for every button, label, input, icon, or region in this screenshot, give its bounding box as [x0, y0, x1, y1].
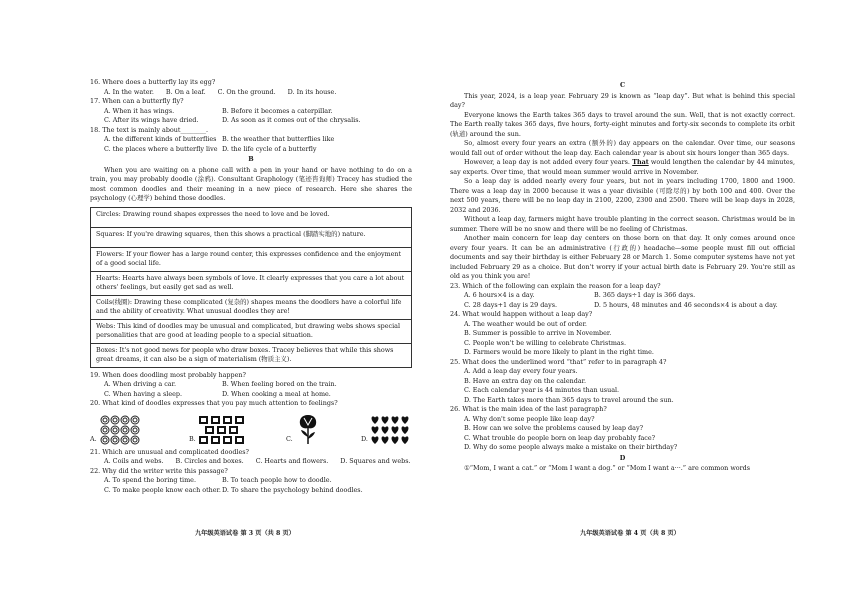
- q25-stem: 25. What does the underlined word “that” refer to in paragraph 4?: [450, 357, 667, 366]
- q25-option-d-text: D. The Earth takes more than 365 days to travel around the sun.: [464, 395, 674, 404]
- q25-option-a: [464, 367, 795, 377]
- q17-option-c: C. After its wings have dried.: [104, 116, 199, 124]
- q26-option-c-text: C. What trouble do people born on leap day probably face?: [464, 433, 656, 442]
- q20-label-d: D.: [361, 435, 368, 443]
- q19-options-row2: [104, 390, 412, 400]
- coils-doodle-icon: [99, 415, 149, 445]
- passage-c-paragraph-7: Another main concern for leap day centers on those born on that day. It only comes around once every four years. It can be an administrative (行政的) headache—some people must fill out official documents and say their birthday is either February 28 or March 1. Some computer systems have not yet included February 29 as a choice. But don't worry if your actual birth date is February 29. You're still as old as you think you are!: [450, 234, 795, 280]
- section-b-heading: B: [248, 155, 254, 163]
- passage-c-paragraph-1: This year, 2024, is a leap year. February 29 is known as “leap day”. But what is behind this special day?: [450, 91, 795, 109]
- doodle-row-squares: Squares: If you're drawing squares, then this shows a practical (脚踏实地的) nature.: [91, 228, 411, 248]
- q16-option-d: D. In its house.: [287, 87, 337, 96]
- q24-option-a: [464, 320, 795, 330]
- q17-options-row1: [104, 107, 412, 117]
- q20-label-a: A.: [90, 435, 97, 443]
- doodle-row-webs: Webs: This kind of doodles may be unusual and complicated, but drawing webs shows special personalities that are good at leading people to a special situation.: [91, 320, 411, 344]
- passage-c-paragraph-4: [450, 158, 795, 177]
- q26-option-a: [464, 415, 795, 425]
- q19-options-row1: [104, 380, 412, 390]
- q17-stem: 17. When can a butterfly fly?: [90, 97, 184, 105]
- q22-options-row2: [104, 486, 412, 496]
- doodle-row-coils: Coils(线圈): Drawing these complicated (复杂的) shapes means the doodlers have a colorful life and the ability of creativity. What unusual doodles they are!: [91, 296, 411, 320]
- q26-option-a-text: A. Why don't some people like leap day?: [464, 414, 595, 423]
- q23-option-c: C. 28 days+1 day is 29 days.: [464, 300, 558, 309]
- para4-before: However, a leap day is not added every four years.: [464, 158, 633, 166]
- q24-option-d: [464, 348, 795, 358]
- q16-option-b: B. On a leaf.: [165, 87, 206, 96]
- para4-underlined-word: That: [632, 158, 649, 166]
- doodle-row-circles: Circles: Drawing round shapes expresses the need to love and be loved.: [91, 208, 411, 228]
- q23-options-row2: [464, 301, 795, 311]
- q19-stem: 19. When does doodling most probably happen?: [90, 370, 246, 379]
- passage-c-paragraph-5: So a leap day is added nearly every four years, but not in years including 1700, 1800 and 1900. There was a leap day in 2000 because it was a year divisible (可除尽的) by both 100 and 400. Over the next 500 years, there will be no leap day in 2100, 2200, 2300 and 2500. There will be leap days in 2028, 2032 and 2036.: [450, 177, 795, 214]
- q21-options: [104, 457, 412, 467]
- passage-c-paragraph-6: Without a leap day, farmers might have trouble planting in the correct season. Christmas would be in summer. There will be no snow and there will be no feeling of Christmas.: [450, 215, 795, 233]
- q22-option-d: D. To share the psychology behind doodles.: [222, 485, 363, 494]
- q23-option-a: A. 6 hours×4 is a day.: [464, 291, 535, 299]
- q18-options-row1: [104, 135, 412, 145]
- q22-option-c: C. To make people know each other.: [104, 485, 221, 494]
- q17-options-row2: [104, 116, 412, 126]
- q18-stem: 18. The text is mainly about________.: [90, 125, 209, 134]
- q25-option-b: [464, 377, 795, 387]
- q21-option-b: B. Circles and boxes.: [175, 457, 244, 465]
- doodle-row-boxes: Boxes: It's not good news for people who draw boxes. Tracey believes that while this shows great dreams, it can also be a sign of materialism (物质主义).: [96, 345, 394, 363]
- doodle-table: [90, 207, 412, 368]
- right-column: [450, 80, 795, 474]
- q18-option-d: D. the life cycle of a butterfly: [222, 144, 317, 153]
- q22-option-a: A. To spend the boring time.: [104, 476, 196, 484]
- q24-option-d-text: D. Farmers would be more likely to plant in the right time.: [464, 348, 654, 356]
- left-page-footer: 九年级英语试卷 第 3 页（共 8 页）: [195, 530, 295, 537]
- q24-option-a-text: A. The weather would be out of order.: [464, 319, 587, 328]
- q18-option-c: C. the places where a butterfly live: [104, 144, 218, 153]
- right-page-footer: 九年级英语试卷 第 4 页（共 8 页）: [580, 530, 680, 537]
- q17-option-d: D. As soon as it comes out of the chrysalis.: [222, 116, 361, 124]
- q20-label-b: B.: [188, 435, 196, 443]
- q21-stem: 21. Which are unusual and complicated doodles?: [90, 447, 249, 456]
- q20-option-c: [286, 413, 321, 445]
- q17-option-a: A. When it has wings.: [104, 106, 175, 115]
- q26-option-b: [464, 424, 795, 434]
- q26-option-c: [464, 434, 795, 444]
- q26-option-d: [464, 443, 795, 453]
- q24-option-b-text: B. Summer is possible to arrive in November.: [464, 329, 612, 337]
- q16-option-a: A. In the water.: [104, 87, 154, 96]
- q19-option-a: A. When driving a car.: [104, 380, 176, 388]
- q24-option-b: [464, 329, 795, 339]
- q21-option-d: D. Squares and webs.: [340, 457, 411, 465]
- q25-option-a-text: A. Add a leap day every four years.: [464, 367, 578, 375]
- q26-option-d-text: D. Why do some people always make a mistake on their birthday?: [464, 443, 678, 451]
- doodle-row-flowers: Flowers: If your flower has a large round center, this expresses confidence and the enjoyment of a good social life.: [91, 248, 411, 272]
- q16-stem: 16. Where does a butterfly lay its egg?: [90, 78, 216, 86]
- passage-b: When you are waiting on a phone call with a pen in your hand or have nothing to do on a train, you may probably doodle (涂鸦). Consultant Graphology (笔迹咨询师) Tracey has studied the most common doodles and their meaning in a new piece of research. Here she shares the psychology (心理学) behind those doodles.: [90, 165, 412, 202]
- boxes-doodle-icon: [198, 415, 246, 445]
- q20-option-a: [90, 415, 149, 445]
- q18-option-a: A. the different kinds of butterflies: [104, 135, 217, 143]
- section-c-heading: C: [619, 81, 626, 89]
- q18-option-b: B. the weather that butterflies like: [222, 135, 335, 143]
- q23-stem: 23. Which of the following can explain the reason for a leap day?: [450, 281, 661, 290]
- q20-option-b: [189, 415, 246, 445]
- right-page: [430, 0, 860, 607]
- q16-options: [104, 88, 412, 98]
- q19-option-b: B. When feeling bored on the train.: [222, 380, 337, 388]
- q23-option-b: B. 365 days÷1 day is 366 days.: [594, 291, 696, 299]
- q24-option-c: [464, 339, 795, 349]
- q20-label-c: C.: [286, 435, 293, 443]
- flower-doodle-icon: [295, 413, 321, 445]
- q20-stem: 20. What kind of doodles expresses that you pay much attention to feelings?: [90, 399, 338, 407]
- left-column: [90, 78, 412, 495]
- q20-option-d: [361, 415, 412, 445]
- q17-option-b: B. Before it becomes a caterpillar.: [222, 106, 333, 115]
- q25-option-c: [464, 386, 795, 396]
- q22-option-b: B. To teach people how to doodle.: [222, 476, 332, 484]
- q25-option-c-text: C. Each calendar year is 44 minutes than usual.: [464, 386, 620, 394]
- q22-options-row1: [104, 476, 412, 486]
- q23-option-d: D. 5 hours, 48 minutes and 46 seconds×4 is about a day.: [594, 300, 778, 309]
- q22-stem: 22. Why did the writer write this passage?: [90, 466, 228, 475]
- q21-option-c: C. Hearts and flowers.: [255, 457, 329, 465]
- passage-c-paragraph-2: Everyone knows the Earth takes 365 days to travel around the sun. Well, that is not exactly correct. The Earth really takes 365 days, five hours, forty-eight minutes and forty-six seconds to complete its orbit (轨道) around the sun.: [450, 110, 795, 138]
- q19-option-d: D. When cooking a meal at home.: [222, 389, 331, 398]
- q21-option-a: A. Coils and webs.: [104, 457, 164, 465]
- passage-c-paragraph-3: So, almost every four years an extra (额外的) day appears on the calendar. Over time, our seasons would fall out of order without the leap day. Each calendar year is about six hours longer than 365 days.: [450, 139, 795, 157]
- section-d-heading: D: [619, 453, 626, 462]
- q16-option-c: C. On the ground.: [217, 87, 276, 96]
- q19-option-c: C. When having a sleep.: [104, 389, 183, 398]
- q24-option-c-text: C. People won't be willing to celebrate Christmas.: [464, 338, 626, 347]
- doodle-row-hearts: Hearts: Hearts have always been symbols of love. It clearly expresses that you care a lot about others' feelings, but easily get sad as well.: [91, 272, 411, 296]
- q24-stem: 24. What would happen without a leap day?: [450, 310, 593, 318]
- q25-option-b-text: B. Have an extra day on the calendar.: [464, 376, 587, 385]
- q26-stem: 26. What is the main idea of the last paragraph?: [450, 405, 607, 413]
- q26-option-b-text: B. How can we solve the problems caused by leap day?: [464, 424, 643, 432]
- passage-d-start: ①“Mom, I want a cat.” or “Mom I want a dog.” or “Mom I want a···.” are common words: [464, 464, 751, 472]
- hearts-doodle-icon: [370, 415, 412, 445]
- q25-option-d: [464, 396, 795, 406]
- q23-options-row1: [464, 291, 795, 301]
- para4-after: would lengthen the calendar by 44 minutes, say experts. Over time, that would mean summer would arrive in November.: [450, 158, 795, 176]
- q18-options-row2: [104, 145, 412, 155]
- q20-doodle-options: [90, 413, 412, 445]
